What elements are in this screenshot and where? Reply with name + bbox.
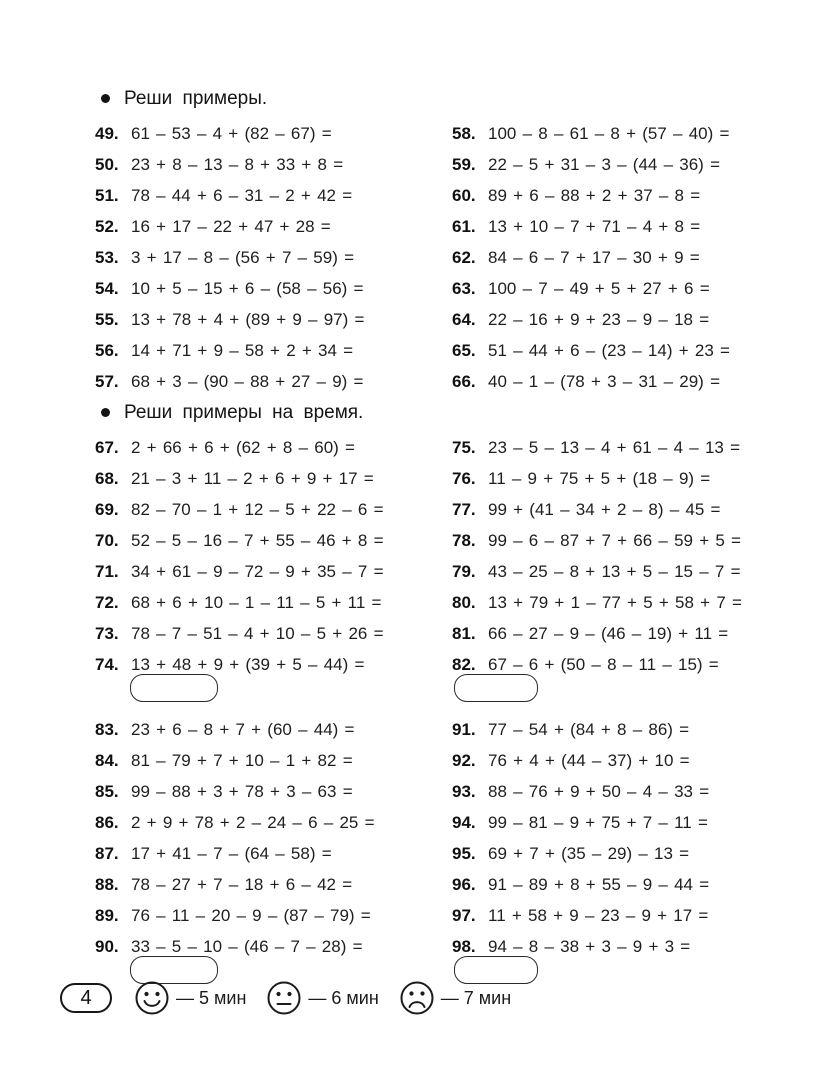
problem-expression: 2 + 66 + 6 + (62 + 8 – 60) = <box>131 437 355 457</box>
problem-number: 50. <box>95 154 119 174</box>
problem-row <box>452 304 750 335</box>
problem-number: 58. <box>452 123 476 143</box>
problem-row <box>95 273 452 304</box>
problem-number: 63. <box>452 278 476 298</box>
time-legend <box>134 980 511 1016</box>
problem-expression: 13 + 79 + 1 – 77 + 5 + 58 + 7 = <box>488 592 742 612</box>
problem-number: 76. <box>452 468 476 488</box>
problem-expression: 78 – 7 – 51 – 4 + 10 – 5 + 26 = <box>131 623 384 643</box>
problem-number: 69. <box>95 499 119 519</box>
problem-number: 77. <box>452 499 476 519</box>
problem-expression: 94 – 8 – 38 + 3 – 9 + 3 = <box>488 936 691 956</box>
section-title: Реши примеры на время. <box>124 401 364 423</box>
problem-row <box>95 618 452 649</box>
problem-column-right <box>452 432 750 706</box>
problem-row <box>452 587 750 618</box>
problem-expression: 43 – 25 – 8 + 13 + 5 – 15 – 7 = <box>488 561 741 581</box>
problem-number: 64. <box>452 309 476 329</box>
problem-row <box>95 900 452 931</box>
problem-row <box>95 335 452 366</box>
problem-number: 68. <box>95 468 119 488</box>
problem-expression: 16 + 17 – 22 + 47 + 28 = <box>131 216 331 236</box>
exercise-section <box>95 83 750 397</box>
problem-column-left <box>95 714 452 988</box>
problem-number: 73. <box>95 623 119 643</box>
problem-number: 83. <box>95 719 119 739</box>
bullet-icon <box>101 408 110 417</box>
problem-number: 53. <box>95 247 119 267</box>
problem-row <box>452 463 750 494</box>
problem-number: 71. <box>95 561 119 581</box>
problem-expression: 40 – 1 – (78 + 3 – 31 – 29) = <box>488 371 720 391</box>
problem-row <box>452 807 750 838</box>
problem-row <box>452 714 750 745</box>
problem-expression: 88 – 76 + 9 + 50 – 4 – 33 = <box>488 781 710 801</box>
problem-expression: 14 + 71 + 9 – 58 + 2 + 34 = <box>131 340 354 360</box>
problem-number: 65. <box>452 340 476 360</box>
problem-expression: 91 – 89 + 8 + 55 – 9 – 44 = <box>488 874 710 894</box>
problem-expression: 11 + 58 + 9 – 23 – 9 + 17 = <box>488 905 709 925</box>
problem-number: 67. <box>95 437 119 457</box>
problem-number: 90. <box>95 936 119 956</box>
problem-expression: 13 + 48 + 9 + (39 + 5 – 44) = <box>131 654 365 674</box>
problem-row <box>452 838 750 869</box>
problem-expression: 99 – 6 – 87 + 7 + 66 – 59 + 5 = <box>488 530 741 550</box>
problem-expression: 23 + 6 – 8 + 7 + (60 – 44) = <box>131 719 355 739</box>
problem-row <box>95 556 452 587</box>
problem-column-right <box>452 714 750 988</box>
legend-label: — 7 мин <box>440 987 512 1008</box>
problem-expression: 76 + 4 + (44 – 37) + 10 = <box>488 750 690 770</box>
problem-row <box>95 714 452 745</box>
problem-column-left <box>95 118 452 397</box>
problem-columns <box>95 118 750 397</box>
problem-row <box>452 335 750 366</box>
time-answer-box[interactable] <box>454 674 538 702</box>
problem-number: 94. <box>452 812 476 832</box>
problem-row <box>95 745 452 776</box>
problem-expression: 100 – 7 – 49 + 5 + 27 + 6 = <box>488 278 710 298</box>
problem-number: 60. <box>452 185 476 205</box>
problem-row <box>95 807 452 838</box>
page-number-badge <box>60 983 112 1013</box>
problem-number: 89. <box>95 905 119 925</box>
problem-number: 91. <box>452 719 476 739</box>
exercise-section <box>95 397 750 706</box>
problem-column-right <box>452 118 750 397</box>
problem-expression: 52 – 5 – 16 – 7 + 55 – 46 + 8 = <box>131 530 384 550</box>
problem-number: 95. <box>452 843 476 863</box>
problem-number: 72. <box>95 592 119 612</box>
time-answer-box[interactable] <box>130 674 218 702</box>
problem-expression: 34 + 61 – 9 – 72 – 9 + 35 – 7 = <box>131 561 384 581</box>
problem-row <box>452 366 750 397</box>
problem-row <box>95 304 452 335</box>
problem-expression: 21 – 3 + 11 – 2 + 6 + 9 + 17 = <box>131 468 374 488</box>
problem-number: 54. <box>95 278 119 298</box>
legend-label: — 6 мин <box>308 987 379 1008</box>
problem-expression: 99 + (41 – 34 + 2 – 8) – 45 = <box>488 499 721 519</box>
problem-row <box>452 525 750 556</box>
problem-columns <box>95 714 750 988</box>
problem-number: 57. <box>95 371 119 391</box>
problem-expression: 23 – 5 – 13 – 4 + 61 – 4 – 13 = <box>488 437 741 457</box>
problem-row <box>95 587 452 618</box>
problem-number: 97. <box>452 905 476 925</box>
problem-expression: 99 – 81 – 9 + 75 + 7 – 11 = <box>488 812 708 832</box>
section-header <box>95 83 750 114</box>
problem-row <box>452 556 750 587</box>
legend-item-7min <box>399 980 511 1016</box>
happy-face-icon <box>134 980 170 1016</box>
problem-row <box>452 273 750 304</box>
problem-expression: 68 + 6 + 10 – 1 – 11 – 5 + 11 = <box>131 592 382 612</box>
legend-item-6min <box>266 980 378 1016</box>
problem-number: 96. <box>452 874 476 894</box>
problem-expression: 78 – 44 + 6 – 31 – 2 + 42 = <box>131 185 353 205</box>
problem-row <box>452 211 750 242</box>
problem-row <box>452 900 750 931</box>
problem-row <box>95 432 452 463</box>
exercise-content <box>95 83 750 988</box>
problem-number: 49. <box>95 123 119 143</box>
problem-expression: 76 – 11 – 20 – 9 – (87 – 79) = <box>131 905 371 925</box>
problem-row <box>452 745 750 776</box>
problem-expression: 22 – 5 + 31 – 3 – (44 – 36) = <box>488 154 720 174</box>
section-header <box>95 397 750 428</box>
problem-row <box>452 149 750 180</box>
problem-expression: 89 + 6 – 88 + 2 + 37 – 8 = <box>488 185 701 205</box>
problem-row <box>95 149 452 180</box>
problem-number: 66. <box>452 371 476 391</box>
problem-expression: 69 + 7 + (35 – 29) – 13 = <box>488 843 690 863</box>
problem-expression: 66 – 27 – 9 – (46 – 19) + 11 = <box>488 623 729 643</box>
problem-row <box>95 180 452 211</box>
problem-expression: 33 – 5 – 10 – (46 – 7 – 28) = <box>131 936 363 956</box>
problem-number: 81. <box>452 623 476 643</box>
problem-row <box>452 180 750 211</box>
problem-expression: 81 – 79 + 7 + 10 – 1 + 82 = <box>131 750 353 770</box>
problem-expression: 77 – 54 + (84 + 8 – 86) = <box>488 719 690 739</box>
problem-expression: 17 + 41 – 7 – (64 – 58) = <box>131 843 332 863</box>
problem-row <box>95 494 452 525</box>
problem-row <box>452 869 750 900</box>
problem-row <box>95 525 452 556</box>
problem-number: 82. <box>452 654 476 674</box>
problem-row <box>95 366 452 397</box>
problem-number: 62. <box>452 247 476 267</box>
problem-row <box>95 776 452 807</box>
problem-expression: 23 + 8 – 13 – 8 + 33 + 8 = <box>131 154 344 174</box>
exercise-section <box>95 714 750 988</box>
problem-expression: 13 + 10 – 7 + 71 – 4 + 8 = <box>488 216 701 236</box>
problem-number: 92. <box>452 750 476 770</box>
problem-number: 84. <box>95 750 119 770</box>
problem-row <box>452 242 750 273</box>
problem-expression: 3 + 17 – 8 – (56 + 7 – 59) = <box>131 247 355 267</box>
problem-number: 51. <box>95 185 119 205</box>
neutral-face-icon <box>266 980 302 1016</box>
page-number: 4 <box>80 986 92 1009</box>
problem-number: 86. <box>95 812 119 832</box>
problem-expression: 78 – 27 + 7 – 18 + 6 – 42 = <box>131 874 353 894</box>
problem-number: 52. <box>95 216 119 236</box>
problem-expression: 61 – 53 – 4 + (82 – 67) = <box>131 123 332 143</box>
problem-number: 55. <box>95 309 119 329</box>
problem-number: 78. <box>452 530 476 550</box>
problem-number: 61. <box>452 216 476 236</box>
footer <box>60 980 511 1016</box>
problem-number: 70. <box>95 530 119 550</box>
legend-label: — 5 мин <box>176 987 247 1008</box>
problem-row <box>452 618 750 649</box>
problem-row <box>95 463 452 494</box>
problem-number: 98. <box>452 936 476 956</box>
bullet-icon <box>101 94 110 103</box>
problem-expression: 68 + 3 – (90 – 88 + 27 – 9) = <box>131 371 364 391</box>
problem-row <box>95 869 452 900</box>
sad-face-icon <box>399 980 435 1016</box>
problem-columns <box>95 432 750 706</box>
problem-expression: 51 – 44 + 6 – (23 – 14) + 23 = <box>488 340 730 360</box>
problem-row <box>452 432 750 463</box>
problem-expression: 2 + 9 + 78 + 2 – 24 – 6 – 25 = <box>131 812 375 832</box>
problem-expression: 10 + 5 – 15 + 6 – (58 – 56) = <box>131 278 364 298</box>
problem-row <box>95 838 452 869</box>
problem-number: 74. <box>95 654 119 674</box>
problem-row <box>95 211 452 242</box>
problem-number: 56. <box>95 340 119 360</box>
problem-expression: 84 – 6 – 7 + 17 – 30 + 9 = <box>488 247 700 267</box>
problem-expression: 82 – 70 – 1 + 12 – 5 + 22 – 6 = <box>131 499 384 519</box>
problem-expression: 13 + 78 + 4 + (89 + 9 – 97) = <box>131 309 365 329</box>
problem-number: 75. <box>452 437 476 457</box>
problem-column-left <box>95 432 452 706</box>
problem-number: 85. <box>95 781 119 801</box>
problem-number: 80. <box>452 592 476 612</box>
problem-number: 59. <box>452 154 476 174</box>
section-title: Реши примеры. <box>124 87 268 109</box>
problem-row <box>95 242 452 273</box>
problem-row <box>452 118 750 149</box>
problem-expression: 22 – 16 + 9 + 23 – 9 – 18 = <box>488 309 710 329</box>
problem-number: 93. <box>452 781 476 801</box>
problem-expression: 67 – 6 + (50 – 8 – 11 – 15) = <box>488 654 719 674</box>
problem-expression: 100 – 8 – 61 – 8 + (57 – 40) = <box>488 123 730 143</box>
problem-row <box>95 118 452 149</box>
problem-number: 79. <box>452 561 476 581</box>
problem-row <box>452 494 750 525</box>
problem-number: 88. <box>95 874 119 894</box>
legend-item-5min <box>134 980 246 1016</box>
problem-expression: 11 – 9 + 75 + 5 + (18 – 9) = <box>488 468 711 488</box>
problem-expression: 99 – 88 + 3 + 78 + 3 – 63 = <box>131 781 353 801</box>
problem-row <box>452 776 750 807</box>
problem-number: 87. <box>95 843 119 863</box>
